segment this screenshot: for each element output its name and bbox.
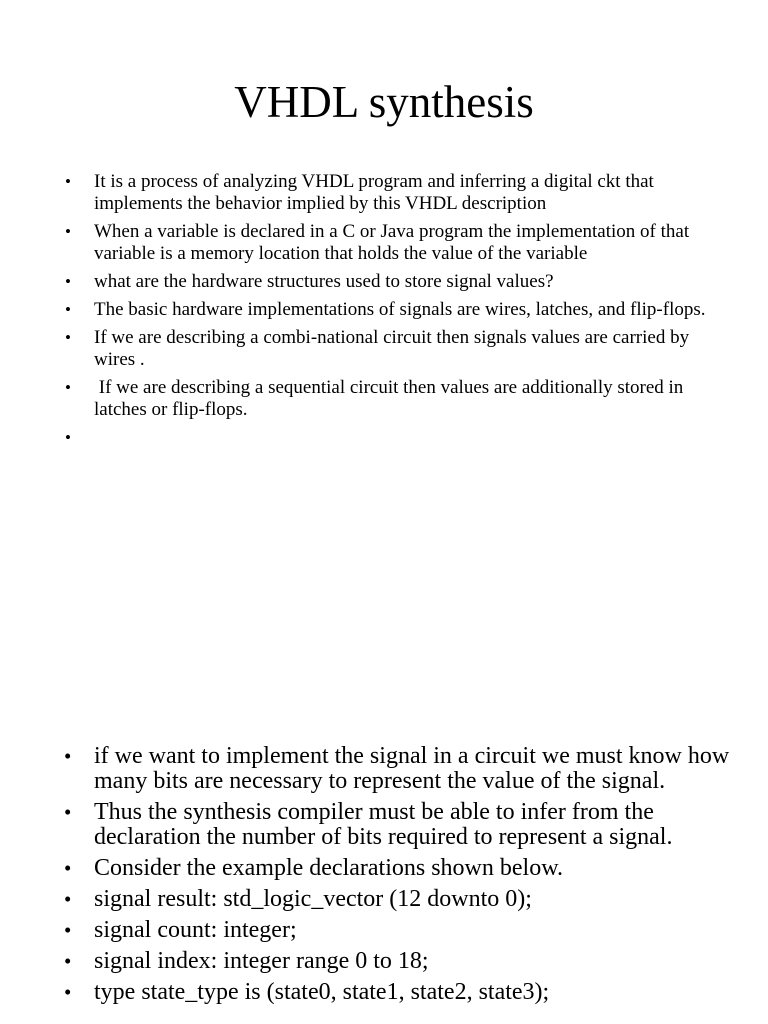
bullet-dot: •	[64, 800, 72, 824]
bullet-text: signal count: integer;	[94, 917, 297, 943]
bullet-text: When a variable is declared in a C or Java program the implementation of that variable is a memory location that holds the value of the variable	[94, 221, 690, 264]
bullet-item	[65, 171, 714, 215]
bullet-text: what are the hardware structures used to store signal values?	[94, 271, 554, 292]
bullet-text	[94, 427, 99, 448]
bullet-text: signal result: std_logic_vector (12 downto 0);	[94, 886, 532, 912]
bullet-dot: •	[64, 744, 72, 768]
bullet-text: The basic hardware implementations of signals are wires, latches, and flip-flops.	[94, 299, 706, 320]
bullet-item	[65, 271, 714, 293]
bullet-item-empty	[65, 427, 714, 449]
bullet-dot: •	[65, 328, 71, 347]
bullet-dot: •	[65, 300, 71, 319]
bullet-text: if we want to implement the signal in a circuit we must know how many bits are necessary to represent the value of the signal.	[94, 743, 730, 794]
bullet-dot: •	[64, 856, 72, 880]
bullet-text: It is a process of analyzing VHDL program and inferring a digital ckt that implements the behavior implied by this VHDL description	[94, 171, 654, 214]
bullet-dot: •	[64, 949, 72, 973]
bullet-item	[65, 221, 714, 265]
top-bullet-list	[65, 171, 714, 455]
bullet-item	[65, 377, 714, 421]
bullet-dot: •	[65, 428, 71, 447]
bullet-dot: •	[65, 378, 71, 397]
bullet-item	[64, 948, 734, 974]
bullet-text: Thus the synthesis compiler must be able to infer from the declaration the number of bits required to represent a signal.	[94, 799, 673, 850]
bullet-text: If we are describing a sequential circuit then values are additionally stored in latches or flip-flops.	[94, 377, 689, 420]
bullet-dot: •	[65, 172, 71, 191]
bullet-text: If we are describing a combi-national circuit then signals values are carried by wires .	[94, 327, 690, 370]
bullet-dot: •	[64, 918, 72, 942]
bullet-dot: •	[64, 887, 72, 911]
bullet-item	[64, 799, 734, 850]
bullet-text: Consider the example declarations shown below.	[94, 855, 563, 881]
bullet-text: signal index: integer range 0 to 18;	[94, 948, 429, 974]
bullet-dot: •	[64, 980, 72, 1004]
bullet-item	[65, 299, 714, 321]
bullet-item	[64, 855, 734, 881]
bullet-item	[64, 979, 734, 1005]
bullet-text: type state_type is (state0, state1, state2, state3);	[94, 979, 550, 1005]
bullet-item	[64, 886, 734, 912]
bullet-item	[64, 743, 734, 794]
bullet-item	[65, 327, 714, 371]
slide-title: VHDL synthesis	[234, 77, 534, 127]
bullet-dot: •	[65, 272, 71, 291]
bullet-item	[64, 917, 734, 943]
bottom-bullet-list	[64, 743, 734, 1011]
bullet-dot: •	[65, 222, 71, 241]
